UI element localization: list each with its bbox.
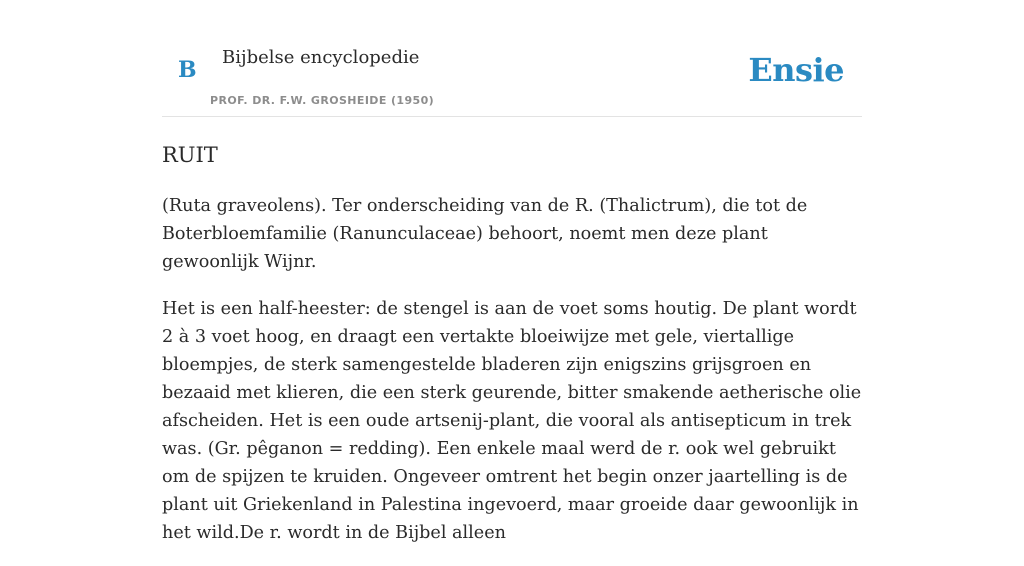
brand-logo[interactable]: Ensie bbox=[748, 51, 844, 89]
article-title: RUIT bbox=[162, 143, 218, 167]
book-title-link[interactable]: Bijbelse encyclopedie bbox=[222, 47, 420, 68]
article-paragraph: Het is een half-heester: de stengel is aan de voet soms houtig. De plant wordt 2 à 3 voet hoog, en draagt een vertakte bloeiwijze met gele, viertallige bloempjes, de sterk samengestelde bladeren zijn enigszins grijsgroen en bezaaid met klieren, die een sterk geurende, bitter smakende aetherische olie afscheiden. Het is een oude artsenij-plant, die vooral als antisepticum in trek was. (Gr. pêganon = redding). Een enkele maal werd de r. ook wel gebruikt om de spijzen te kruiden. Ongeveer omtrent het begin onzer jaartelling is de plant uit Griekenland in Palestina ingevoerd, maar groeide daar gewoonlijk in het wild.De r. wordt in de Bijbel alleen bbox=[162, 299, 862, 543]
book-author: PROF. DR. F.W. GROSHEIDE (1950) bbox=[210, 94, 435, 107]
book-badge[interactable]: B bbox=[178, 57, 197, 83]
article-paragraph: (Ruta graveolens). Ter onderscheiding van de R. (Thalictrum), die tot de Boterbloemfamilie (Ranunculaceae) behoort, noemt men deze plant gewoonlijk Wijnr. bbox=[162, 196, 808, 272]
article-body bbox=[162, 192, 862, 566]
header bbox=[162, 0, 862, 117]
